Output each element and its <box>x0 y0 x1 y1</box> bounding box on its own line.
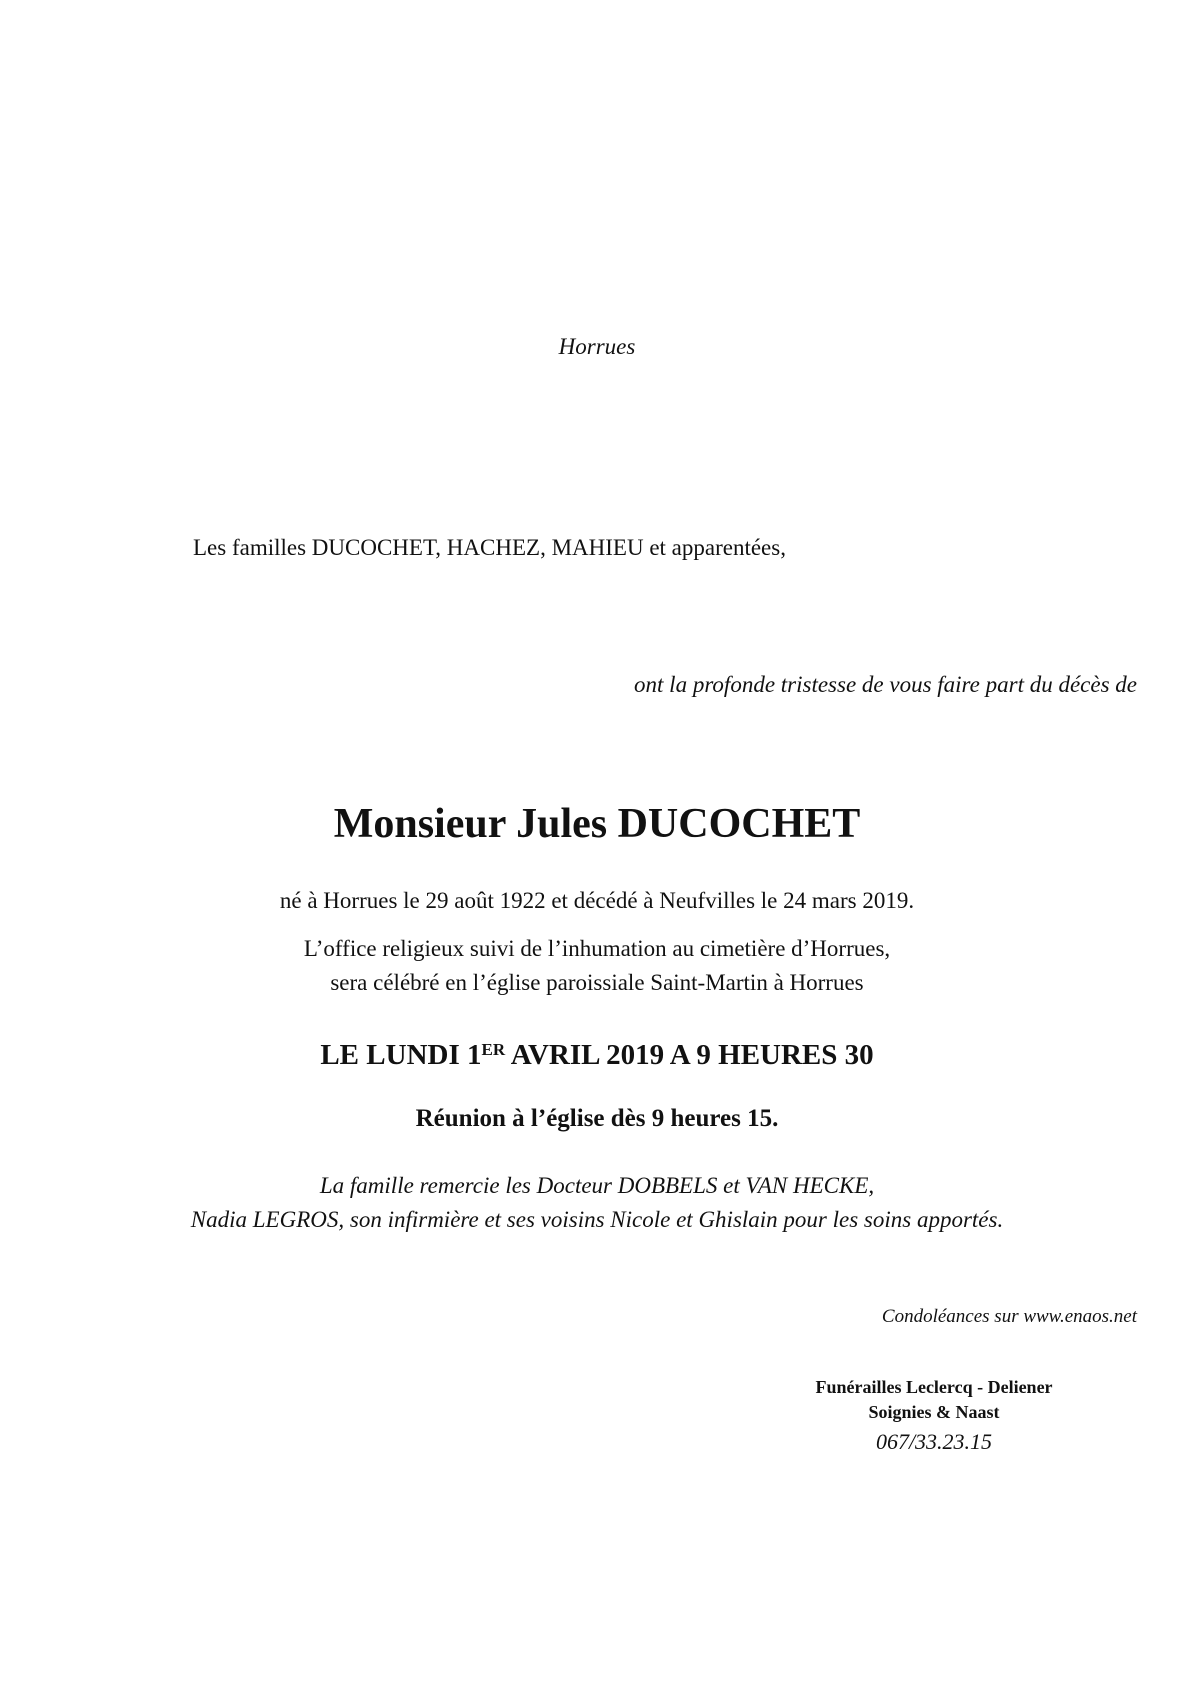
service-date-suffix: AVRIL 2019 A 9 HEURES 30 <box>505 1039 874 1071</box>
office-line-2: sera célébré en l’église paroissiale Saint-Martin à Horrues <box>330 970 864 995</box>
service-date-superscript: ER <box>481 1040 506 1059</box>
service-date <box>0 1039 1194 1072</box>
families-line: Les familles DUCOCHET, HACHEZ, MAHIEU et apparentées, <box>193 535 786 560</box>
deceased-name: Monsieur Jules DUCOCHET <box>333 801 861 847</box>
funeral-home-phone: 067/33.23.15 <box>875 1429 993 1454</box>
thanks-line-1: La famille remercie les Docteur DOBBELS et VAN HECKE, <box>319 1173 875 1198</box>
funeral-home-locations: Soignies & Naast <box>868 1402 1000 1422</box>
condolences-line: Condoléances sur www.enaos.net <box>881 1306 1137 1327</box>
place-heading: Horrues <box>558 334 636 359</box>
thanks-line-2: Nadia LEGROS, son infirmière et ses voisins Nicole et Ghislain pour les soins apportés. <box>190 1207 1004 1232</box>
meeting-line: Réunion à l’église dès 9 heures 15. <box>415 1105 779 1132</box>
birth-death-line: né à Horrues le 29 août 1922 et décédé à Neufvilles le 24 mars 2019. <box>279 888 915 913</box>
office-line-1: L’office religieux suivi de l’inhumation au cimetière d’Horrues, <box>303 936 891 961</box>
funeral-home-name: Funérailles Leclercq - Deliener <box>815 1377 1053 1397</box>
service-date-prefix: LE LUNDI 1 <box>320 1039 482 1071</box>
announcement-line: ont la profonde tristesse de vous faire part du décès de <box>634 672 1137 697</box>
